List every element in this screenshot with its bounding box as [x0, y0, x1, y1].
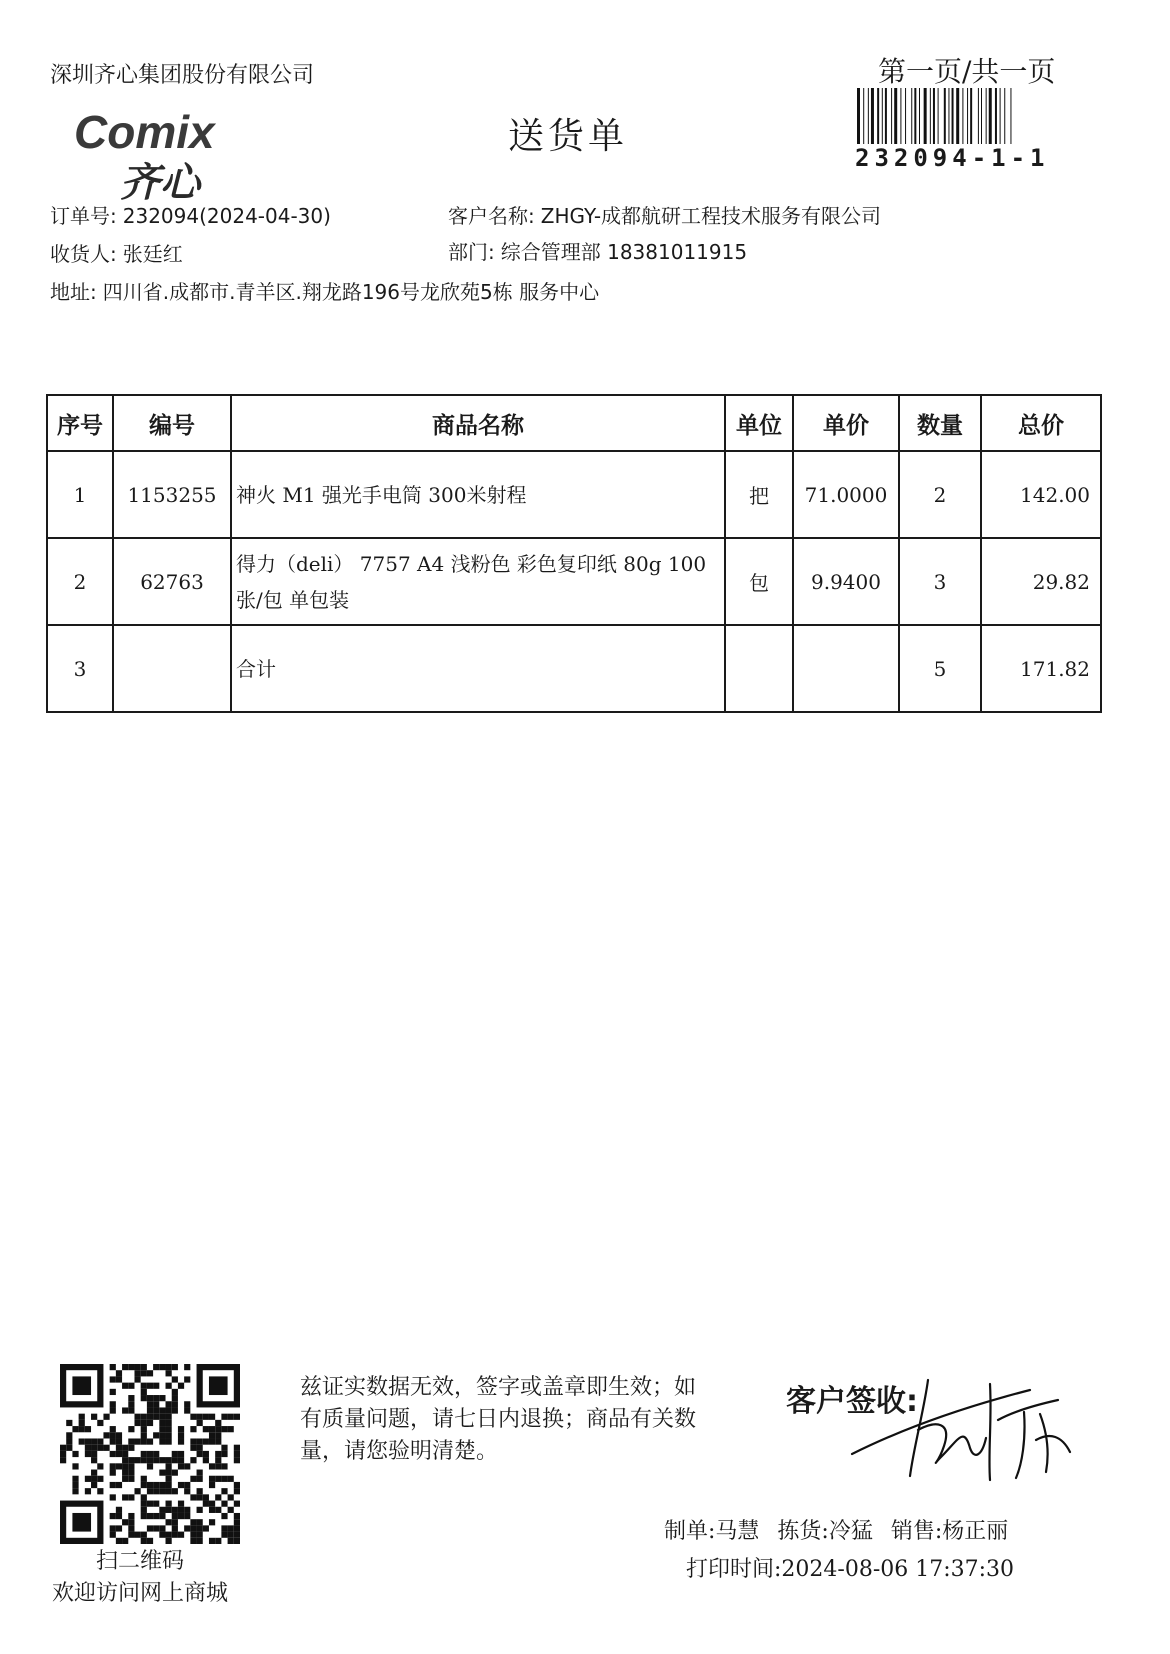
cell-unit: 把: [725, 451, 793, 538]
customer-label: 客户名称:: [448, 204, 535, 228]
items-table: [46, 394, 1102, 713]
header-quantity: 数量: [899, 395, 981, 451]
barcode-number: 232094-1-1: [855, 144, 1050, 172]
qr-code-icon: [60, 1364, 240, 1544]
receiver: [50, 238, 183, 267]
handwritten-signature: [840, 1360, 1080, 1490]
qr-caption-mall: 欢迎访问网上商城: [52, 1581, 229, 1606]
department: [448, 236, 747, 265]
barcode-icon: [857, 88, 1059, 144]
address-label: 地址:: [50, 280, 97, 304]
address-value: 四川省.成都市.青羊区.翔龙路196号龙欣苑5栋 服务中心: [102, 280, 600, 304]
header-code: 编号: [113, 395, 231, 451]
order-number: [50, 200, 331, 229]
header-total: 总价: [981, 395, 1101, 451]
print-time: 打印时间:2024-08-06 17:37:30: [686, 1557, 1015, 1582]
logo-subtext: 齐心: [120, 160, 200, 206]
seller: 销售:杨正丽: [890, 1519, 1009, 1544]
department-label: 部门:: [448, 240, 495, 264]
cell-total: 29.82: [981, 538, 1101, 625]
department-value: 综合管理部 18381011915: [500, 240, 748, 264]
cell-quantity: 3: [899, 538, 981, 625]
cell-product-name: 合计: [231, 625, 725, 712]
customer-name: [448, 200, 881, 229]
cell-seq: 1: [47, 451, 113, 538]
address: [50, 276, 599, 305]
table-header-row: [47, 395, 1101, 451]
page-info: 第一页/共一页: [878, 55, 1056, 88]
cell-code: [113, 625, 231, 712]
header-unit: 单位: [725, 395, 793, 451]
table-row: [47, 451, 1101, 538]
cell-code: 1153255: [113, 451, 231, 538]
cell-total: 171.82: [981, 625, 1101, 712]
company-name: 深圳齐心集团股份有限公司: [50, 63, 315, 88]
cell-total: 142.00: [981, 451, 1101, 538]
cell-unit: 包: [725, 538, 793, 625]
cell-code: 62763: [113, 538, 231, 625]
notice-text: 兹证实数据无效，签字或盖章即生效；如有质量问题，请七日内退换；商品有关数量，请您验明清楚。: [300, 1375, 697, 1464]
header-seq: 序号: [47, 395, 113, 451]
header-unit-price: 单价: [793, 395, 899, 451]
table-row: [47, 538, 1101, 625]
maker: 制单:马慧: [664, 1519, 760, 1544]
picker: 拣货:冷猛: [777, 1519, 873, 1544]
staff-line: [664, 1514, 1008, 1545]
cell-unit-price: [793, 625, 899, 712]
cell-product-name: 得力（deli） 7757 A4 浅粉色 彩色复印纸 80g 100张/包 单包装: [231, 538, 725, 625]
customer-sign-label: 客户签收:: [786, 1384, 918, 1419]
cell-unit: [725, 625, 793, 712]
table-row-summary: [47, 625, 1101, 712]
qr-caption-scan: 扫二维码: [96, 1549, 185, 1574]
order-number-label: 订单号:: [50, 204, 117, 228]
cell-quantity: 2: [899, 451, 981, 538]
cell-seq: 3: [47, 625, 113, 712]
cell-product-name: 神火 M1 强光手电筒 300米射程: [231, 451, 725, 538]
cell-seq: 2: [47, 538, 113, 625]
cell-unit-price: 9.9400: [793, 538, 899, 625]
logo-text: Comix: [74, 108, 215, 158]
cell-quantity: 5: [899, 625, 981, 712]
receiver-label: 收货人:: [50, 242, 117, 266]
receiver-value: 张廷红: [122, 242, 183, 266]
cell-unit-price: 71.0000: [793, 451, 899, 538]
comix-logo: [70, 108, 290, 208]
document-title: 送货单: [508, 116, 629, 157]
order-number-value: 232094(2024-04-30): [122, 204, 331, 228]
header-product-name: 商品名称: [231, 395, 725, 451]
customer-value: ZHGY-成都航研工程技术服务有限公司: [540, 204, 882, 228]
